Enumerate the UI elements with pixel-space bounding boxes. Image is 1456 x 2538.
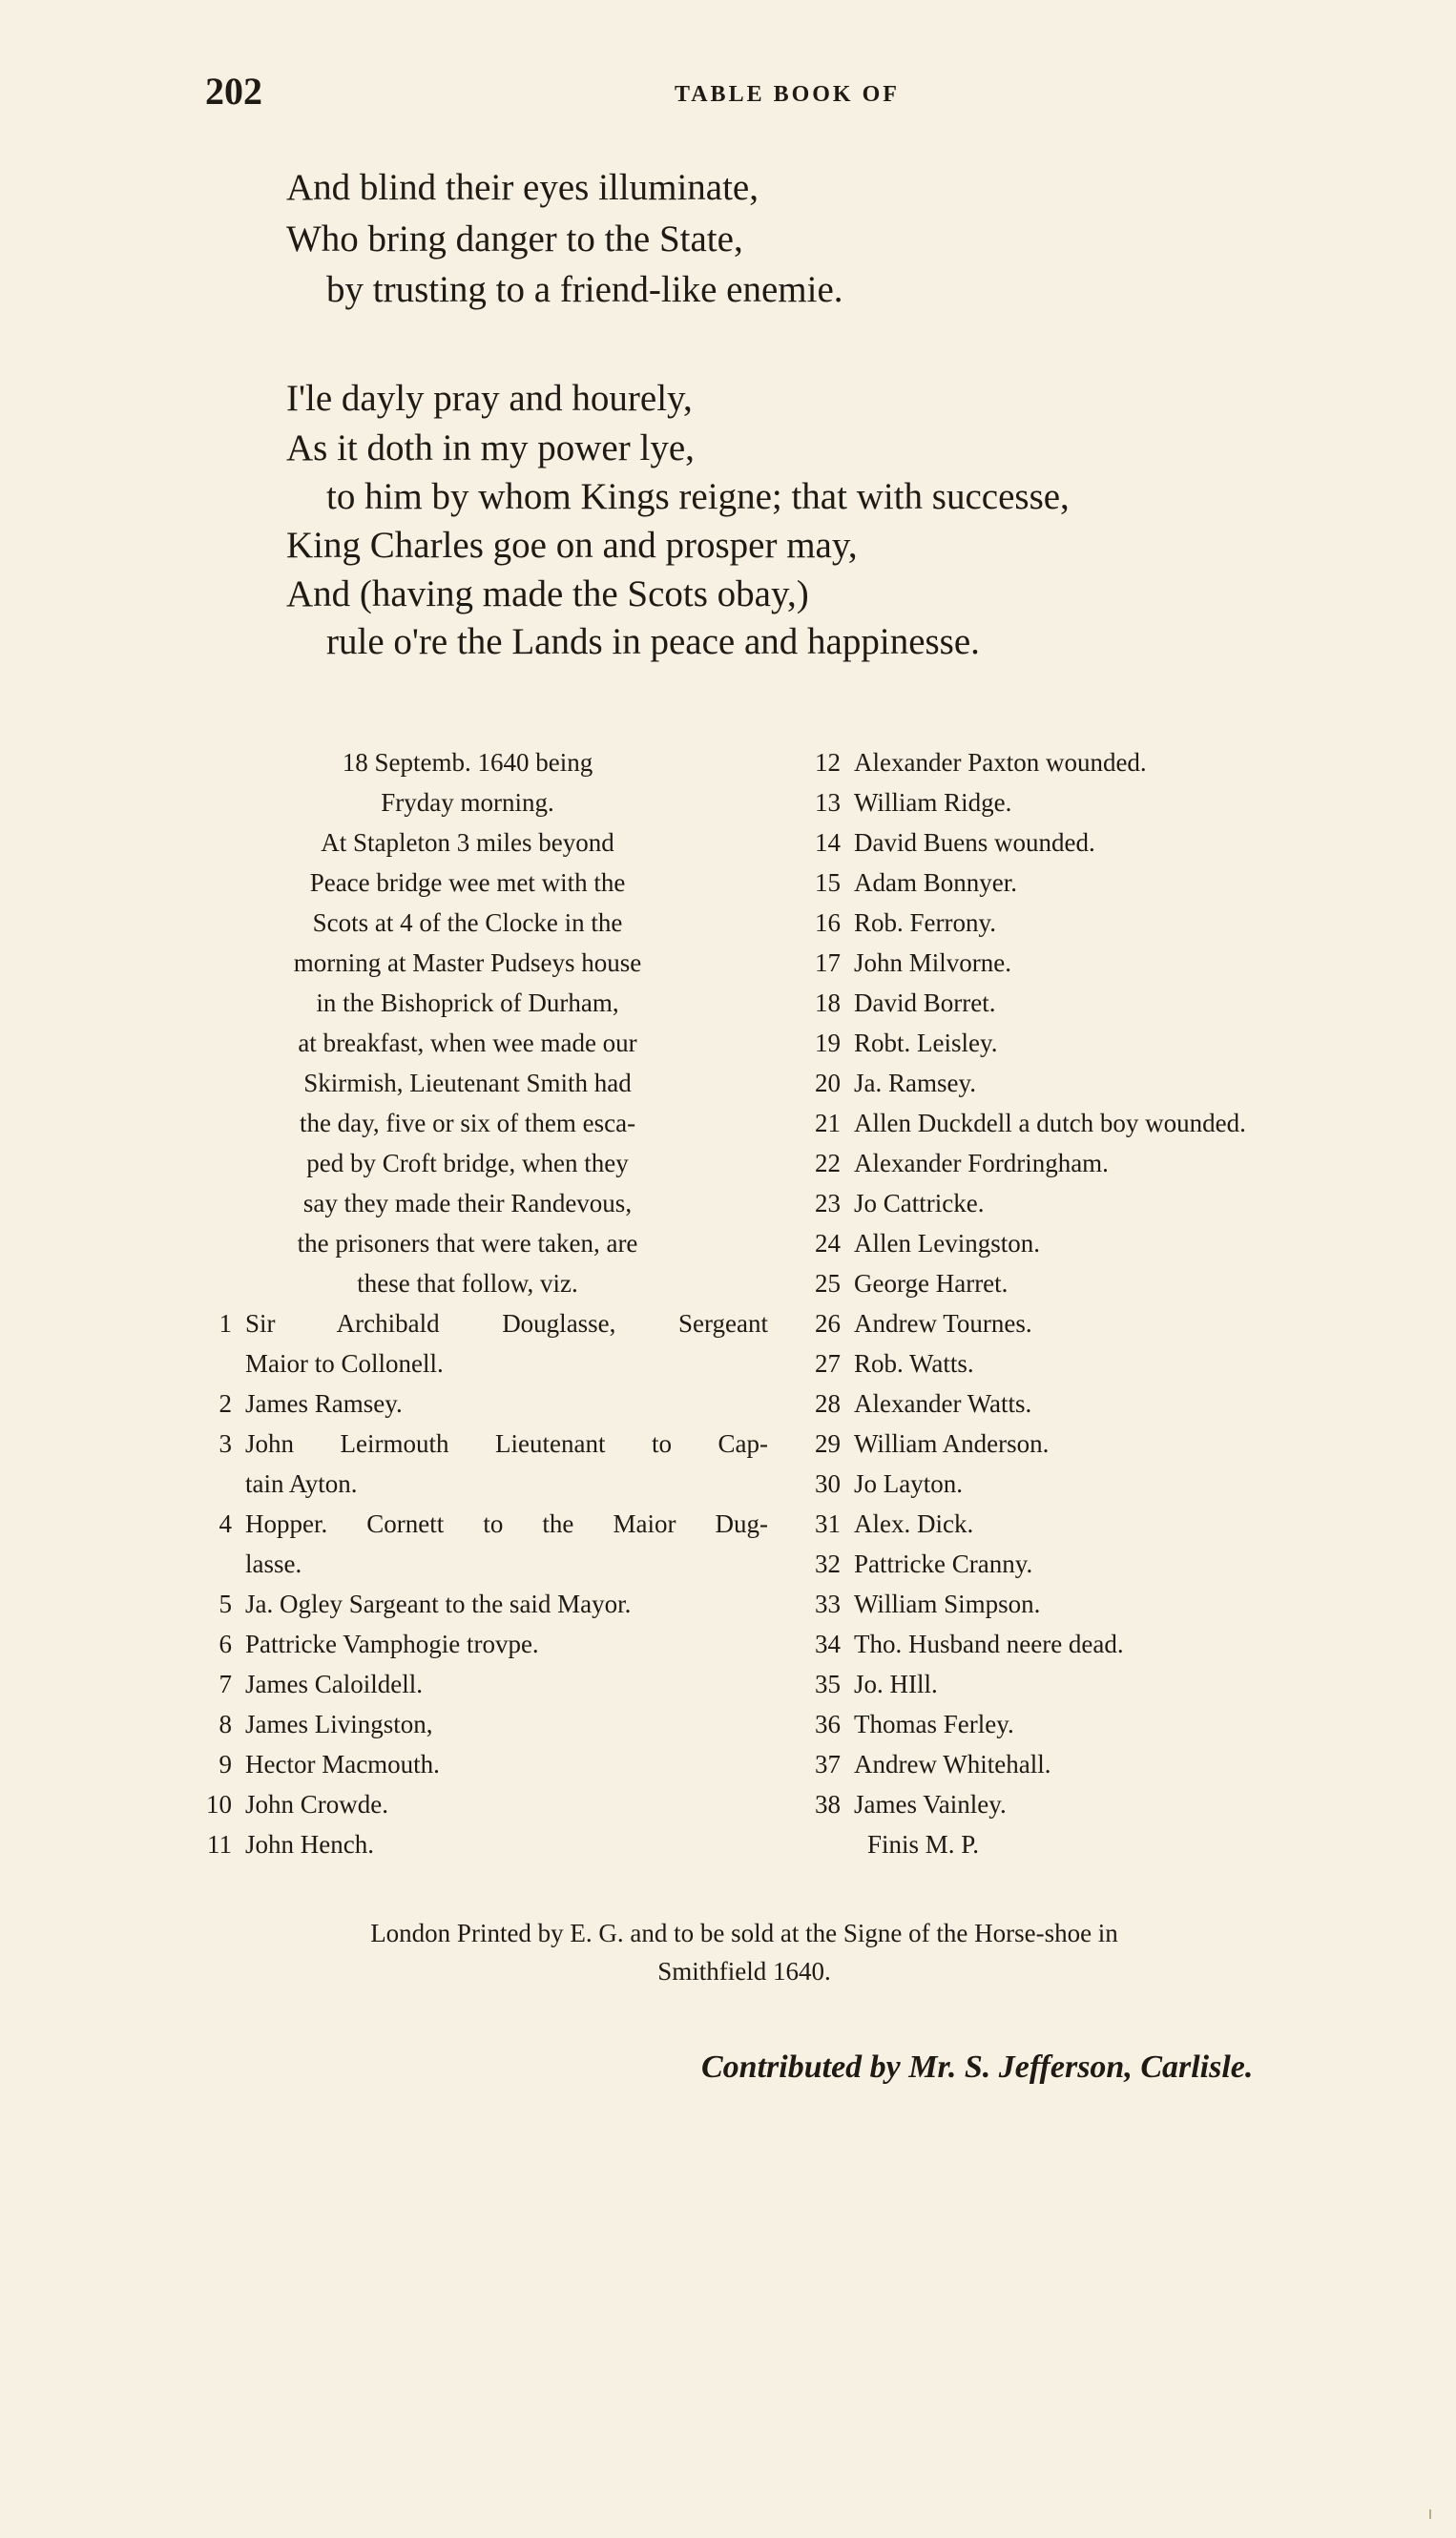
- list-item: [815, 822, 1388, 863]
- item-number: 19: [815, 1029, 841, 1057]
- list-item: [218, 1303, 780, 1383]
- list-item: [218, 1424, 780, 1504]
- narrative-line: At Stapleton 3 miles beyond: [321, 828, 614, 857]
- verse-line: I'le dayly pray and hourely,: [286, 378, 693, 419]
- list-item: [815, 1223, 1388, 1263]
- item-text: Robt. Leisley.: [854, 1029, 998, 1057]
- item-text: lasse.: [245, 1550, 302, 1578]
- item-text: Hector Macmouth.: [245, 1750, 440, 1779]
- item-text: Pattricke Vamphogie trovpe.: [245, 1630, 539, 1658]
- list-item: [218, 1704, 780, 1744]
- item-text: Andrew Whitehall.: [854, 1750, 1051, 1779]
- list-item: [815, 1704, 1388, 1744]
- imprint: [191, 1914, 1298, 1990]
- narrative-line: Scots at 4 of the Clocke in the: [312, 908, 623, 937]
- list-item: [815, 1504, 1388, 1544]
- list-item: [815, 742, 1388, 782]
- item-text: Alexander Watts.: [854, 1389, 1032, 1418]
- item-text: John Hench.: [245, 1830, 374, 1859]
- item-number: 1: [218, 1309, 232, 1338]
- verse-line: King Charles goe on and prosper may,: [286, 525, 858, 566]
- list-item: [815, 782, 1388, 822]
- page-edge-mark: [1429, 2509, 1431, 2519]
- item-text: Thomas Ferley.: [854, 1710, 1014, 1738]
- item-text: Jo Layton.: [854, 1469, 963, 1498]
- list-item: [815, 1183, 1388, 1223]
- item-number: 24: [815, 1229, 841, 1258]
- item-number: 28: [815, 1389, 841, 1418]
- item-text: Adam Bonnyer.: [854, 868, 1017, 897]
- item-text: Tho. Husband neere dead.: [854, 1630, 1124, 1658]
- list-item: [218, 1624, 780, 1664]
- item-number: 5: [218, 1590, 232, 1618]
- item-text: Alex. Dick.: [854, 1509, 974, 1538]
- prisoner-list-left: [206, 1303, 780, 1864]
- narrative-line: at breakfast, when wee made our: [298, 1029, 637, 1057]
- item-text: Maior to Collonell.: [245, 1349, 444, 1378]
- list-item: [815, 1584, 1388, 1624]
- narrative-line: the day, five or six of them esca-: [299, 1109, 636, 1137]
- list-item: [815, 1103, 1388, 1143]
- list-item: [815, 1664, 1388, 1704]
- item-number: 34: [815, 1630, 841, 1658]
- list-item: [815, 1424, 1388, 1464]
- list-item: [815, 1744, 1388, 1784]
- list-item: [815, 943, 1388, 983]
- item-number: 30: [815, 1469, 841, 1498]
- list-item: [815, 1023, 1388, 1063]
- item-number: 6: [218, 1630, 232, 1658]
- item-number: 16: [815, 908, 841, 937]
- item-number: 38: [815, 1790, 841, 1819]
- item-text: Andrew Tournes.: [854, 1309, 1032, 1338]
- item-text: tain Ayton.: [245, 1469, 358, 1498]
- list-item: [218, 1744, 780, 1784]
- item-text: David Borret.: [854, 988, 996, 1017]
- narrative-line: Skirmish, Lieutenant Smith had: [303, 1069, 632, 1097]
- item-text: David Buens wounded.: [854, 828, 1095, 857]
- item-number: 15: [815, 868, 841, 897]
- item-text: Ja. Ramsey.: [854, 1069, 976, 1097]
- item-number: 2: [218, 1389, 232, 1418]
- item-number: 11: [207, 1830, 232, 1859]
- item-number: 10: [206, 1790, 232, 1819]
- item-text: John Milvorne.: [854, 948, 1011, 977]
- item-text: Sir Archibald Douglasse, Sergeant: [245, 1309, 768, 1338]
- item-text: William Anderson.: [854, 1429, 1050, 1458]
- list-item: [206, 1784, 780, 1824]
- item-text: Alexander Fordringham.: [854, 1149, 1109, 1177]
- item-number: 37: [815, 1750, 841, 1779]
- list-item: [815, 1784, 1388, 1824]
- item-number: 25: [815, 1269, 841, 1298]
- item-text: William Ridge.: [854, 788, 1012, 817]
- finis-line: Finis M. P.: [867, 1830, 980, 1859]
- item-text: James Ramsey.: [245, 1389, 403, 1418]
- list-item: [815, 1143, 1388, 1183]
- item-text: James Vainley.: [854, 1790, 1007, 1819]
- item-text: Allen Levingston.: [854, 1229, 1040, 1258]
- page-number: 202: [205, 70, 262, 113]
- item-text: James Caloildell.: [245, 1670, 423, 1698]
- item-text: James Livingston,: [245, 1710, 433, 1738]
- item-text: Rob. Watts.: [854, 1349, 974, 1378]
- item-number: 14: [815, 828, 841, 857]
- item-text: Alexander Paxton wounded.: [854, 748, 1147, 777]
- item-number: 13: [815, 788, 841, 817]
- item-number: 36: [815, 1710, 841, 1738]
- item-number: 35: [815, 1670, 841, 1698]
- imprint-line: Smithfield 1640.: [657, 1957, 831, 1986]
- verse-line: As it doth in my power lye,: [286, 427, 695, 468]
- item-number: 18: [815, 988, 841, 1017]
- item-number: 17: [815, 948, 841, 977]
- narrative-line: say they made their Randevous,: [302, 1189, 633, 1217]
- verse-line: rule o're the Lands in peace and happinesse.: [326, 621, 980, 662]
- list-item: [218, 1664, 780, 1704]
- item-number: 26: [815, 1309, 841, 1338]
- imprint-line: London Printed by E. G. and to be sold at the Signe of the Horse-shoe in: [370, 1919, 1118, 1947]
- item-number: 33: [815, 1590, 841, 1618]
- item-number: 9: [218, 1750, 232, 1779]
- item-number: 31: [815, 1509, 841, 1538]
- item-text: Jo Cattricke.: [854, 1189, 985, 1217]
- verse-line: to him by whom Kings reigne; that with successe,: [326, 476, 1070, 517]
- item-number: 3: [218, 1429, 232, 1458]
- list-item: [207, 1824, 780, 1864]
- list-item: [218, 1584, 780, 1624]
- item-text: John Leirmouth Lieutenant to Cap-: [245, 1429, 768, 1458]
- list-item: [815, 1544, 1388, 1584]
- narrative-line: the prisoners that were taken, are: [297, 1229, 638, 1258]
- list-item: [815, 983, 1388, 1023]
- list-item: [815, 1464, 1388, 1504]
- item-number: 21: [815, 1109, 841, 1137]
- item-number: 20: [815, 1069, 841, 1097]
- item-text: Rob. Ferrony.: [854, 908, 996, 937]
- item-number: 4: [218, 1509, 232, 1538]
- narrative-line: 18 Septemb. 1640 being: [342, 748, 593, 777]
- list-item: [815, 863, 1388, 903]
- item-text: George Harret.: [854, 1269, 1009, 1298]
- item-number: 7: [218, 1670, 232, 1698]
- prisoner-list-right: [815, 742, 1388, 1864]
- list-item: [218, 1383, 780, 1424]
- list-item: [815, 903, 1388, 943]
- item-text: Jo. HIll.: [854, 1670, 938, 1698]
- narrative-line: these that follow, viz.: [357, 1269, 578, 1298]
- verse-line: And blind their eyes illuminate,: [286, 167, 759, 208]
- item-text: Ja. Ogley Sargeant to the said Mayor.: [245, 1590, 632, 1618]
- item-text: Pattricke Cranny.: [854, 1550, 1033, 1578]
- item-text: John Crowde.: [245, 1790, 388, 1819]
- item-text: Hopper. Cornett to the Maior Dug-: [245, 1509, 768, 1538]
- narrative-paragraph: [229, 742, 706, 1303]
- contributor-credit: Contributed by Mr. S. Jefferson, Carlisle.: [701, 2049, 1254, 2085]
- list-item: [815, 1063, 1388, 1103]
- item-number: 23: [815, 1189, 841, 1217]
- list-item: [218, 1504, 780, 1584]
- list-item: [815, 1343, 1388, 1383]
- verse-line: And (having made the Scots obay,): [286, 573, 809, 614]
- narrative-line: in the Bishoprick of Durham,: [316, 988, 619, 1017]
- item-number: 29: [815, 1429, 841, 1458]
- list-item: [815, 1624, 1388, 1664]
- narrative-line: Peace bridge wee met with the: [309, 868, 626, 897]
- list-item: [815, 1263, 1388, 1303]
- narrative-line: morning at Master Pudseys house: [293, 948, 642, 977]
- verse-line: by trusting to a friend-like enemie.: [326, 269, 843, 310]
- item-number: 12: [815, 748, 841, 777]
- item-number: 32: [815, 1550, 841, 1578]
- narrative-line: ped by Croft bridge, when they: [306, 1149, 629, 1177]
- item-text: William Simpson.: [854, 1590, 1041, 1618]
- item-number: 27: [815, 1349, 841, 1378]
- narrative-line: Fryday morning.: [381, 788, 554, 817]
- verse-line: Who bring danger to the State,: [286, 218, 743, 260]
- item-text: Allen Duckdell a dutch boy wounded.: [854, 1109, 1246, 1137]
- running-head: TABLE BOOK OF: [675, 82, 900, 107]
- list-item: [815, 1383, 1388, 1424]
- item-number: 22: [815, 1149, 841, 1177]
- list-item: [815, 1303, 1388, 1343]
- item-number: 8: [218, 1710, 232, 1738]
